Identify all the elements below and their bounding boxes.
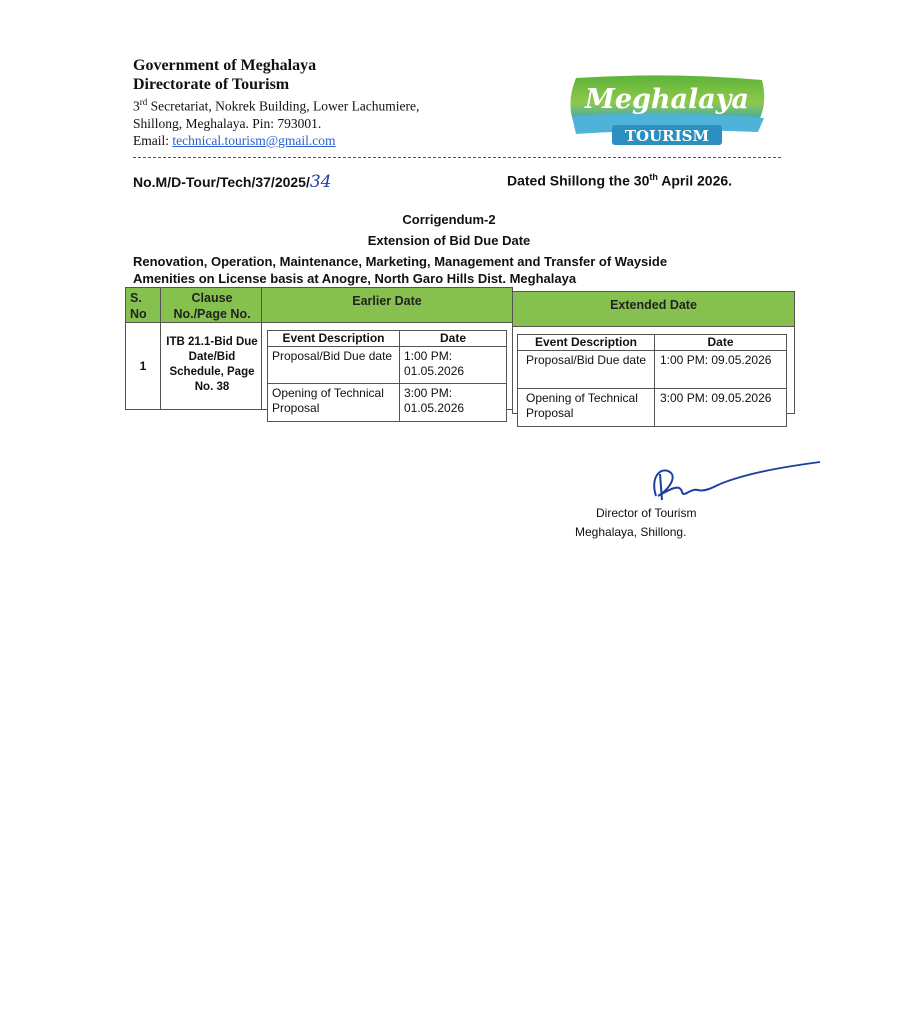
reference-number: No.M/D-Tour/Tech/37/2025/34 — [133, 172, 332, 192]
letterhead — [133, 56, 419, 149]
header-clause-cell — [160, 287, 262, 323]
row-sno-cell — [125, 322, 161, 410]
earlier-r1-date: 1:00 PM: 01.05.2026 — [404, 349, 465, 378]
divider — [133, 157, 781, 158]
extended-h-event: Event Description — [534, 335, 638, 349]
row-clause: ITB 21.1-Bid Due Date/Bid Schedule, Page No. 38 — [166, 336, 258, 393]
header-sno: S. No — [130, 291, 147, 321]
earlier-r2-event: Opening of Technical Proposal — [272, 386, 384, 415]
earlier-r2-date: 3:00 PM: 01.05.2026 — [404, 386, 465, 415]
extended-r2-event: Opening of Technical Proposal — [526, 391, 638, 420]
directorate-name: Directorate of Tourism — [133, 76, 290, 93]
row-sno: 1 — [139, 359, 147, 373]
extension-table — [125, 287, 795, 427]
extended-r1-date: 1:00 PM: 09.05.2026 — [660, 353, 772, 367]
extended-r2-date: 3:00 PM: 09.05.2026 — [660, 391, 772, 405]
logo-subtext: TOURISM — [624, 127, 710, 145]
signatory-designation: Director of Tourism — [596, 506, 697, 520]
signatory-place: Meghalaya, Shillong. — [575, 525, 687, 539]
subject-text: Renovation, Operation, Maintenance, Marketing, Management and Transfer of Wayside Amenities on License basis at Anogre, North Garo Hills Dist. Meghalaya — [133, 254, 668, 286]
email-line: Email: technical.tourism@gmail.com — [133, 132, 336, 148]
row-clause-cell — [160, 322, 262, 410]
govt-name: Government of Meghalaya — [133, 57, 317, 74]
earlier-inner-table — [267, 330, 507, 422]
header-extended: Extended Date — [610, 298, 697, 312]
corrigendum-title: Corrigendum-2 — [402, 212, 496, 227]
meghalaya-tourism-logo — [562, 74, 772, 150]
email-link[interactable]: technical.tourism@gmail.com — [172, 132, 336, 148]
extended-r1-event: Proposal/Bid Due date — [526, 353, 647, 367]
header-sno-cell — [125, 287, 161, 323]
earlier-r1-event: Proposal/Bid Due date — [272, 349, 393, 363]
dated-line: Dated Shillong the 30th April 2026. — [507, 172, 733, 189]
header-extended-cell — [512, 291, 795, 327]
address-line-2: Shillong, Meghalaya. Pin: 793001. — [133, 115, 322, 131]
extended-h-date: Date — [707, 335, 734, 349]
earlier-h-event: Event Description — [282, 331, 385, 345]
header-earlier-cell — [261, 287, 513, 323]
earlier-h-date: Date — [439, 331, 466, 345]
header-earlier: Earlier Date — [352, 294, 422, 308]
corrigendum-subtitle: Extension of Bid Due Date — [367, 233, 531, 248]
address-line-1: 3rd Secretariat, Nokrek Building, Lower Lachumiere, — [133, 97, 420, 114]
logo-text: Meghalaya — [584, 84, 750, 115]
extended-inner-table — [517, 334, 787, 427]
header-clause: Clause No./Page No. — [173, 291, 251, 321]
handwritten-number: 34 — [309, 172, 332, 192]
